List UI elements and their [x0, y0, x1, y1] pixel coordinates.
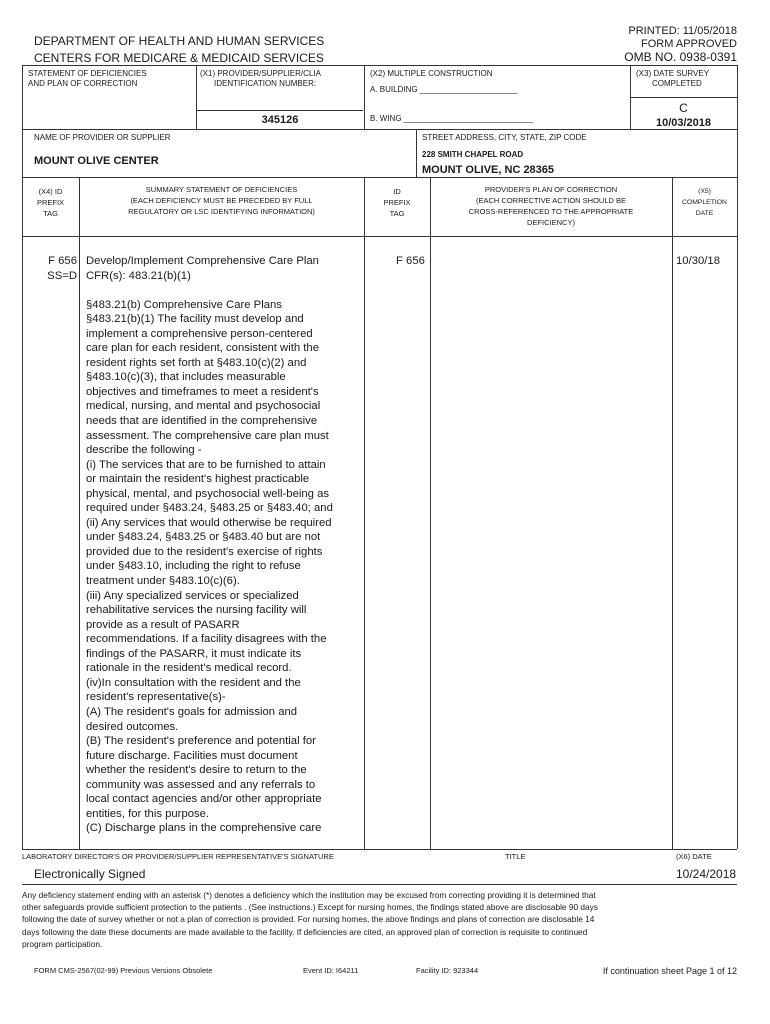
department-title: DEPARTMENT OF HEALTH AND HUMAN SERVICES: [34, 34, 325, 48]
x2-wing: B. WING _____________________________: [370, 114, 533, 123]
deficiency-line: (C) Discharge plans in the comprehensive care: [86, 822, 322, 835]
signature-value: Electronically Signed: [34, 867, 146, 881]
x1-label: (X1) PROVIDER/SUPPLIER/CLIA: [200, 69, 321, 78]
deficiency-line: Develop/Implement Comprehensive Care Plan: [86, 255, 319, 267]
provider-label: NAME OF PROVIDER OR SUPPLIER: [34, 133, 171, 142]
deficiency-line: entities, for this purpose.: [86, 807, 210, 820]
x3-label: COMPLETED: [652, 79, 702, 88]
deficiency-line: under §483.24, §483.25 or §483.40 but are not: [86, 531, 321, 544]
deficiency-line: describe the following -: [86, 444, 202, 457]
deficiency-line: whether the resident's desire to return to the: [86, 764, 307, 777]
form-number: FORM CMS-2567(02-99) Previous Versions Obsolete: [34, 966, 213, 975]
rule: [22, 65, 23, 849]
signature-date: 10/24/2018: [676, 867, 737, 881]
id-header: ID PREFIX TAG: [383, 187, 411, 218]
deficiency-line: (iii) Any specialized services or specialized: [86, 589, 299, 602]
deficiency-line: recommendations. If a facility disagrees with the: [86, 633, 327, 646]
deficiency-line: objectives and timeframes to meet a resident's: [86, 385, 319, 398]
facility-id: Facility ID: 923344: [416, 966, 479, 975]
deficiency-line: rehabilitative services the nursing facility will: [86, 604, 307, 617]
deficiency-line: (B) The resident's preference and potential for: [86, 735, 316, 748]
deficiency-line: (ii) Any services that would otherwise be required: [86, 516, 332, 529]
deficiency-line: rationale in the resident's medical record.: [86, 662, 292, 675]
deficiency-line: implement a comprehensive person-centered: [86, 327, 313, 340]
deficiency-line: or maintain the resident's highest practicable: [86, 473, 310, 486]
tag-value: F 656: [48, 255, 77, 267]
completion-date: 10/30/18: [676, 255, 720, 267]
rule: [22, 849, 737, 850]
x2-label: (X2) MULTIPLE CONSTRUCTION: [370, 69, 493, 78]
scope-severity: SS=D: [47, 270, 77, 282]
title-label: TITLE: [505, 852, 526, 861]
deficiency-tag: [22, 254, 77, 284]
x4-header: (X4) ID PREFIX TAG: [36, 187, 65, 218]
rule: [430, 177, 431, 849]
deficiency-line: care plan for each resident, consistent with the: [86, 342, 319, 355]
provider-name: MOUNT OLIVE CENTER: [34, 155, 159, 167]
survey-date: 10/03/2018: [655, 117, 712, 129]
rule: [364, 65, 365, 129]
deficiency-line: under §483.10, including the right to refuse: [86, 560, 301, 573]
deficiency-line: treatment under §483.10(c)(6).: [86, 575, 240, 588]
rule: [22, 177, 737, 178]
deficiency-line: §483.10(c)(3), that includes measurable: [86, 371, 286, 384]
plan-header: PROVIDER'S PLAN OF CORRECTION (EACH CORRECTIVE ACTION SHOULD BE CROSS-REFERENCED TO THE APPROPRIATE DEFICIENCY): [468, 185, 634, 227]
omb-number: OMB NO. 0938-0391: [624, 50, 737, 64]
summary-header: SUMMARY STATEMENT OF DEFICIENCIES (EACH DEFICIENCY MUST BE PRECEDED BY FULL REGULATORY OR LSC IDENTIFYING INFORMATION): [128, 185, 315, 216]
deficiency-line: local contact agencies and/or other appropriate: [86, 793, 322, 806]
rule: [22, 236, 737, 237]
rule: [672, 177, 673, 849]
x1-label: IDENTIFICATION NUMBER:: [214, 79, 317, 88]
event-id: Event ID: I64211: [303, 966, 359, 975]
rule: [196, 110, 363, 111]
x5-header: (X5) COMPLETION DATE: [682, 188, 727, 217]
deficiency-line: (A) The resident's goals for admission and: [86, 705, 298, 718]
deficiency-line: provide as a result of PASARR: [86, 618, 240, 631]
deficiency-line: medical, nursing, and mental and psychosocial: [86, 400, 321, 413]
deficiency-line: resident's representative(s)-: [86, 691, 226, 704]
deficiency-line: needs that are identified in the comprehensive: [86, 415, 318, 428]
deficiency-text: [86, 254, 361, 836]
address-city: MOUNT OLIVE, NC 28365: [422, 164, 555, 176]
centers-title: CENTERS FOR MEDICARE & MEDICAID SERVICES: [34, 51, 324, 65]
deficiency-line: required under §483.24, §483.25 or §483.40; and: [86, 502, 333, 515]
deficiency-line: resident rights set forth at §483.10(c)(2) and: [86, 356, 307, 369]
rule: [79, 177, 80, 849]
deficiency-line: provided due to the resident's exercise of rights: [86, 545, 323, 558]
statement-label: STATEMENT OF DEFICIENCIES: [28, 69, 147, 78]
deficiency-line: [86, 283, 361, 298]
statement-label: AND PLAN OF CORRECTION: [28, 79, 138, 88]
printed-date: PRINTED: 11/05/2018: [628, 25, 737, 37]
rule: [364, 177, 365, 849]
date-label: (X6) DATE: [676, 852, 712, 861]
rule: [630, 97, 737, 98]
provider-id: 345126: [261, 114, 299, 126]
deficiency-line: §483.21(b)(1) The facility must develop and: [86, 313, 304, 326]
form-approved: FORM APPROVED: [641, 38, 737, 50]
rule: [22, 884, 737, 885]
deficiency-line: future discharge. Facilities must document: [86, 749, 298, 762]
signature-label: LABORATORY DIRECTOR'S OR PROVIDER/SUPPLIER REPRESENTATIVE'S SIGNATURE: [22, 852, 334, 861]
id-prefix-tag: F 656: [396, 255, 425, 267]
deficiency-line: findings of the PASARR, it must indicate its: [86, 647, 302, 660]
address-label: STREET ADDRESS, CITY, STATE, ZIP CODE: [422, 133, 587, 142]
deficiency-line: assessment. The comprehensive care plan must: [86, 429, 329, 442]
x3-label: (X3) DATE SURVEY: [636, 69, 710, 78]
x2-building: A. BUILDING ______________________: [370, 85, 518, 94]
survey-letter: C: [679, 101, 688, 115]
deficiency-line: community was assessed and any referrals to: [86, 778, 316, 791]
deficiency-line: (i) The services that are to be furnished to attain: [86, 458, 326, 471]
deficiency-line: desired outcomes.: [86, 720, 179, 733]
deficiency-line: §483.21(b) Comprehensive Care Plans: [86, 298, 282, 311]
deficiency-line: CFR(s): 483.21(b)(1): [86, 269, 191, 282]
disclaimer: Any deficiency statement ending with an asterisk (*) denotes a deficiency which the institution may be excused from correcting providing it is determined that other safeguards provide sufficient protection to the patients . (See instructions.) Except for nursing homes, the findings stated above are disclosable 90 days following the date of survey whether or not a plan of correction is provided. For nursing homes, the above findings and plans of correction are disclosable 14 days following the date these documents are made available to the facility. If deficiencies are cited, an approved plan of correction is requisite to continued program participation.: [22, 890, 598, 949]
deficiency-line: (iv)In consultation with the resident and the: [86, 676, 301, 689]
deficiency-line: physical, mental, and psychosocial well-being as: [86, 487, 330, 500]
address-street: 228 SMITH CHAPEL ROAD: [422, 150, 524, 159]
rule: [416, 129, 417, 177]
rule: [737, 65, 738, 849]
continuation: If continuation sheet Page 1 of 12: [602, 966, 737, 976]
